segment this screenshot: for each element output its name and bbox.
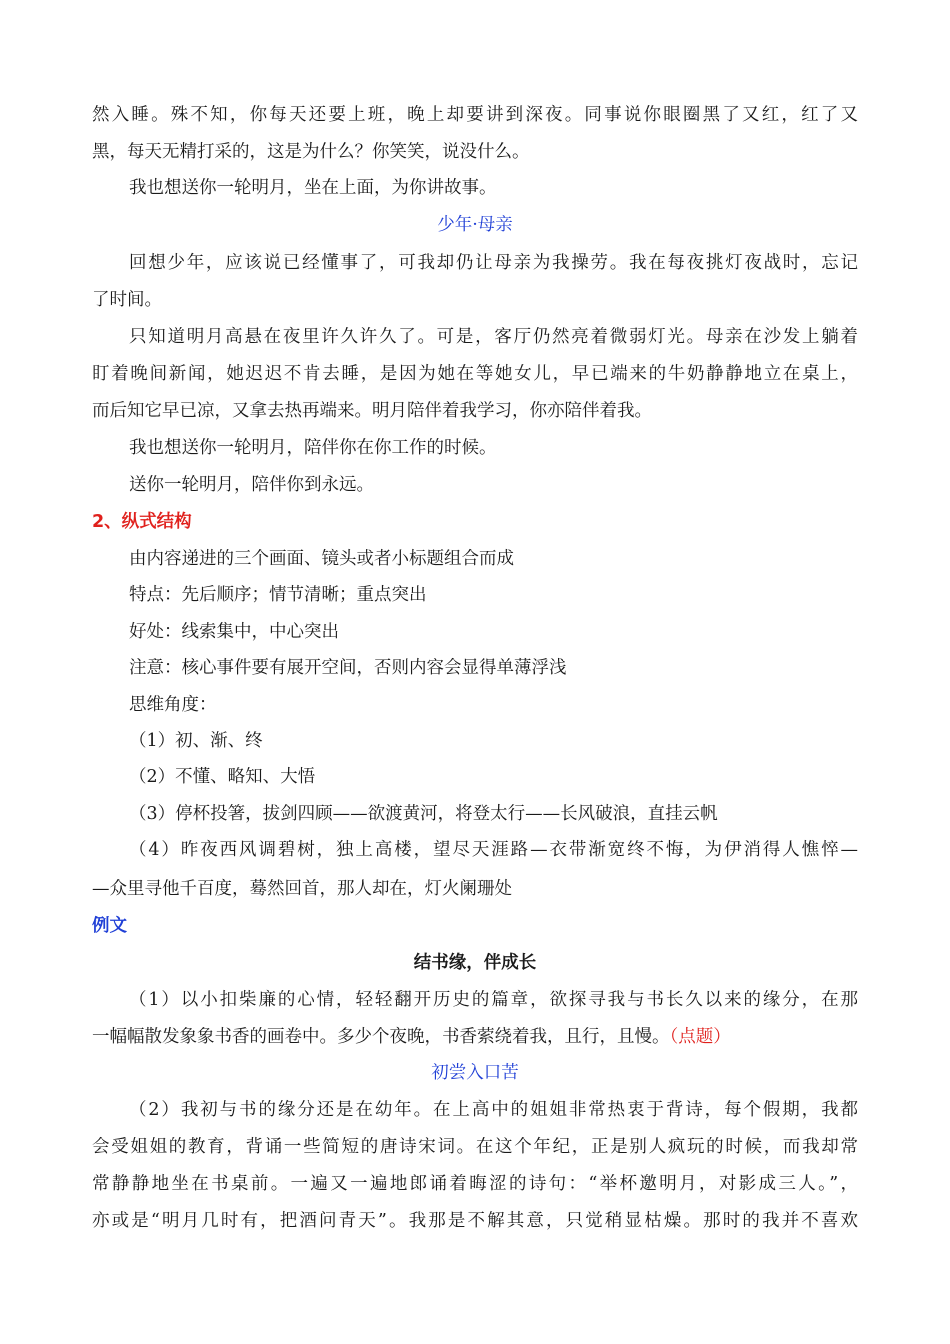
paragraph-line: 常静静地坐在书桌前。一遍又一遍地郎诵着晦涩的诗句：“举杯邀明月，对影成三人。”， [92, 1174, 858, 1194]
paragraph-line [92, 1025, 731, 1049]
paragraph-line: 由内容递进的三个画面、镜头或者小标题组合而成 [129, 549, 514, 569]
annotation-label: （点题） [669, 1027, 731, 1047]
list-item: （1）初、渐、终 [129, 731, 263, 751]
paragraph-line: 我也想送你一轮明月，陪伴你在你工作的时候。 [129, 438, 497, 458]
paragraph-line: 我也想送你一轮明月，坐在上面，为你讲故事。 [129, 178, 497, 198]
list-item: —众里寻他千百度，蓦然回首，那人却在，灯火阑珊处 [92, 879, 512, 899]
section-heading: 2、纵式结构 [92, 512, 192, 532]
section-subtitle: 初尝入口苦 [431, 1063, 519, 1083]
example-heading: 例文 [92, 916, 127, 936]
paragraph-line: 只知道明月高悬在夜里许久许久了。可是，客厅仍然亮着微弱灯光。母亲在沙发上躺着 [129, 327, 858, 347]
paragraph-line: 了时间。 [92, 290, 162, 310]
section-subtitle: 少年·母亲 [437, 215, 513, 235]
paragraph-text: 一幅幅散发象象书香的画卷中。多少个夜晚，书香萦绕着我，且行，且慢。 [92, 1027, 670, 1047]
paragraph-line: 盯着晚间新闻，她迟迟不肯去睡，是因为她在等她女儿，早已端来的牛奶静静地立在桌上， [92, 364, 858, 384]
paragraph-line: （1）以小扣柴廉的心情，轻轻翻开历史的篇章，欲探寻我与书长久以来的缘分，在那 [129, 990, 858, 1010]
paragraph-line: （2）我初与书的缘分还是在幼年。在上高中的姐姐非常热衷于背诗，每个假期，我都 [129, 1100, 858, 1120]
paragraph-line: 而后知它早已凉，又拿去热再端来。明月陪伴着我学习，你亦陪伴着我。 [92, 401, 652, 421]
list-item: （4）昨夜西风调碧树，独上高楼，望尽天涯路—衣带渐宽终不悔，为伊消得人憔悴— [129, 840, 858, 860]
paragraph-line: 黑，每天无精打采的，这是为什么？你笑笑，说没什么。 [92, 142, 530, 162]
paragraph-line: 特点：先后顺序；情节清晰；重点突出 [129, 585, 427, 605]
paragraph-line: 思维角度： [129, 695, 217, 715]
paragraph-line: 好处：线索集中，中心突出 [129, 622, 339, 642]
paragraph-line: 送你一轮明月，陪伴你到永远。 [129, 475, 374, 495]
list-item: （3）停杯投箸，拔剑四顾——欲渡黄河，将登太行——长风破浪，直挂云帆 [129, 804, 718, 824]
article-title: 结书缘，伴成长 [413, 953, 537, 973]
paragraph-line: 回想少年，应该说已经懂事了，可我却仍让母亲为我操劳。我在每夜挑灯夜战时，忘记 [129, 253, 858, 273]
paragraph-line: 会受姐姐的教育，背诵一些简短的唐诗宋词。在这个年纪，正是别人疯玩的时候，而我却常 [92, 1137, 858, 1157]
paragraph-line: 然入睡。殊不知，你每天还要上班，晚上却要讲到深夜。同事说你眼圈黑了又红，红了又 [92, 105, 858, 125]
paragraph-line: 注意：核心事件要有展开空间，否则内容会显得单薄浮浅 [129, 658, 567, 678]
paragraph-line: 亦或是“明月几时有，把酒问青天”。我那是不解其意，只觉稍显枯燥。那时的我并不喜欢 [92, 1211, 858, 1231]
list-item: （2）不懂、略知、大悟 [129, 767, 316, 787]
